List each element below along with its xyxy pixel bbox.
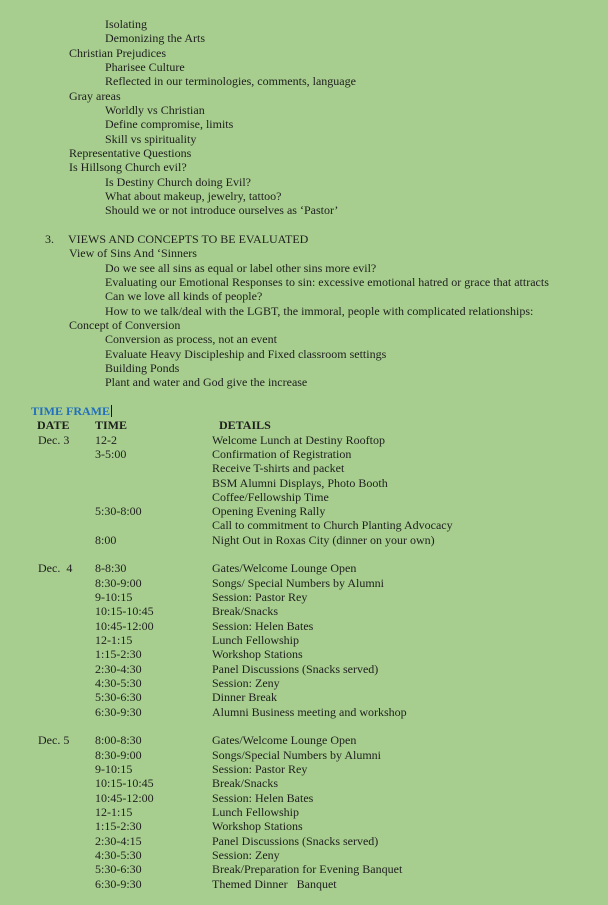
outline-line-text[interactable]: Should we or not introduce ourselves as ‘Pastor’: [105, 203, 339, 218]
outline-line[interactable]: [0, 160, 608, 174]
outline-line[interactable]: [0, 89, 608, 103]
schedule-row[interactable]: [0, 834, 608, 848]
schedule-row[interactable]: [0, 604, 608, 618]
outline-line-text[interactable]: What about makeup, jewelry, tattoo?: [105, 188, 282, 203]
day-block-dec-5: [0, 733, 608, 891]
time-cell[interactable]: 5:30-6:30: [95, 690, 142, 705]
detail-cell[interactable]: Break/Snacks: [212, 604, 278, 619]
time-cell[interactable]: 5:30-6:30: [95, 862, 142, 877]
outline-line[interactable]: [0, 261, 608, 275]
outline-line[interactable]: [0, 361, 608, 375]
outline-line-text[interactable]: Conversion as process, not an event: [105, 332, 277, 347]
detail-cell[interactable]: Coffee/Fellowship Time: [212, 489, 329, 504]
schedule-row[interactable]: [0, 590, 608, 604]
heading-title[interactable]: VIEWS AND CONCEPTS TO BE EVALUATED: [68, 231, 309, 246]
schedule-row[interactable]: [0, 647, 608, 661]
time-cell[interactable]: 9-10:15: [95, 590, 133, 605]
timeframe-heading-text[interactable]: TIME FRAME: [31, 403, 110, 418]
time-cell[interactable]: 10:15-10:45: [95, 776, 154, 791]
text-cursor: [111, 405, 112, 417]
outline-line[interactable]: [0, 60, 608, 74]
outline-section3: [0, 246, 608, 389]
detail-cell[interactable]: Dinner Break: [212, 690, 277, 705]
schedule-row[interactable]: [0, 518, 608, 532]
outline-line-text[interactable]: Christian Prejudices: [69, 45, 166, 60]
detail-cell[interactable]: Panel Discussions (Snacks served): [212, 661, 379, 676]
outline-line[interactable]: [0, 132, 608, 146]
schedule-row[interactable]: [0, 848, 608, 862]
detail-cell[interactable]: Panel Discussions (Snacks served): [212, 833, 379, 848]
schedule-row[interactable]: [0, 748, 608, 762]
schedule-row[interactable]: [0, 576, 608, 590]
schedule-row[interactable]: [0, 662, 608, 676]
day-block-dec-3: [0, 433, 608, 548]
schedule-row[interactable]: [0, 619, 608, 633]
time-cell[interactable]: 1:15-2:30: [95, 819, 142, 834]
schedule-row[interactable]: [0, 762, 608, 776]
schedule-row[interactable]: [0, 447, 608, 461]
detail-cell[interactable]: Workshop Stations: [212, 819, 303, 834]
detail-cell[interactable]: Session: Helen Bates: [212, 790, 314, 805]
detail-cell[interactable]: Opening Evening Rally: [212, 504, 326, 519]
outline-line-text[interactable]: Can we love all kinds of people?: [105, 289, 263, 304]
schedule-row[interactable]: [0, 561, 608, 575]
timeframe-heading[interactable]: [0, 404, 608, 418]
outline-line[interactable]: [0, 318, 608, 332]
schedule-row[interactable]: [0, 805, 608, 819]
outline-line-text[interactable]: Skill vs spirituality: [105, 131, 197, 146]
outline-line-text[interactable]: Concept of Conversion: [69, 317, 181, 332]
outline-line-text[interactable]: Do we see all sins as equal or label other sins more evil?: [105, 260, 377, 275]
numbered-heading[interactable]: [0, 232, 608, 246]
detail-cell[interactable]: Receive T-shirts and packet: [212, 461, 345, 476]
outline-line-text[interactable]: How to we talk/deal with the LGBT, the immoral, people with complicated relationships:: [105, 303, 534, 318]
time-cell[interactable]: 4:30-5:30: [95, 676, 142, 691]
time-cell[interactable]: 8:00: [95, 532, 117, 547]
detail-cell[interactable]: Themed Dinner Banquet: [212, 876, 337, 891]
time-cell[interactable]: 4:30-5:30: [95, 848, 142, 863]
header-date[interactable]: DATE: [37, 418, 70, 433]
outline-line-text[interactable]: Plant and water and God give the increase: [105, 375, 308, 390]
detail-cell[interactable]: BSM Alumni Displays, Photo Booth: [212, 475, 388, 490]
time-cell[interactable]: 10:45-12:00: [95, 618, 154, 633]
detail-cell[interactable]: Confirmation of Registration: [212, 446, 352, 461]
time-cell[interactable]: 6:30-9:30: [95, 876, 142, 891]
outline-line[interactable]: [0, 103, 608, 117]
schedule-row[interactable]: [0, 533, 608, 547]
time-cell[interactable]: 2:30-4:30: [95, 661, 142, 676]
detail-cell[interactable]: Session: Helen Bates: [212, 618, 314, 633]
day-rows: [0, 433, 608, 548]
detail-cell[interactable]: Session: Zeny: [212, 848, 280, 863]
schedule-row[interactable]: [0, 705, 608, 719]
schedule-row[interactable]: [0, 433, 608, 447]
detail-cell[interactable]: Lunch Fellowship: [212, 805, 299, 820]
day-rows: [0, 561, 608, 719]
day-rows: [0, 733, 608, 891]
date-label[interactable]: Dec. 3: [38, 432, 70, 447]
outline-line[interactable]: [0, 304, 608, 318]
date-label[interactable]: Dec. 5: [38, 733, 70, 748]
time-cell[interactable]: 5:30-8:00: [95, 504, 142, 519]
time-cell[interactable]: 10:45-12:00: [95, 790, 154, 805]
time-cell[interactable]: 1:15-2:30: [95, 647, 142, 662]
detail-cell[interactable]: Alumni Business meeting and workshop: [212, 704, 407, 719]
date-label[interactable]: Dec. 4: [38, 561, 73, 576]
blank-line: [0, 218, 608, 232]
detail-cell[interactable]: Songs/ Special Numbers by Alumni: [212, 575, 384, 590]
outline-line-text[interactable]: Evaluating our Emotional Responses to sin: excessive emotional hatred or grace that attracts: [105, 274, 549, 289]
outline-line-text[interactable]: Pharisee Culture: [105, 59, 185, 74]
detail-cell[interactable]: Break/Preparation for Evening Banquet: [212, 862, 403, 877]
outline-line[interactable]: [0, 31, 608, 45]
detail-cell[interactable]: Welcome Lunch at Destiny Rooftop: [212, 432, 385, 447]
time-cell[interactable]: 12-1:15: [95, 633, 133, 648]
detail-cell[interactable]: Session: Pastor Rey: [212, 762, 308, 777]
outline-line-text[interactable]: Is Hillsong Church evil?: [69, 160, 187, 175]
schedule-row[interactable]: [0, 733, 608, 747]
outline-line-text[interactable]: Evaluate Heavy Discipleship and Fixed classroom settings: [105, 346, 387, 361]
schedule-row[interactable]: [0, 877, 608, 891]
outline-line[interactable]: [0, 74, 608, 88]
header-time[interactable]: TIME: [95, 418, 128, 433]
outline-top-section: [0, 17, 608, 218]
time-cell[interactable]: 2:30-4:15: [95, 833, 142, 848]
outline-line-text[interactable]: Demonizing the Arts: [105, 31, 205, 46]
detail-cell[interactable]: Lunch Fellowship: [212, 633, 299, 648]
outline-line[interactable]: [0, 347, 608, 361]
detail-cell[interactable]: Workshop Stations: [212, 647, 303, 662]
outline-line[interactable]: [0, 289, 608, 303]
heading-number[interactable]: 3.: [45, 231, 54, 246]
time-cell[interactable]: 10:15-10:45: [95, 604, 154, 619]
outline-line[interactable]: [0, 117, 608, 131]
outline-line-text[interactable]: Reflected in our terminologies, comments, language: [105, 74, 356, 89]
outline-line[interactable]: [0, 332, 608, 346]
outline-line[interactable]: [0, 246, 608, 260]
detail-cell[interactable]: Night Out in Roxas City (dinner on your own): [212, 532, 435, 547]
schedule-header-row[interactable]: [0, 418, 608, 432]
time-cell[interactable]: 8:30-9:00: [95, 575, 142, 590]
time-cell[interactable]: 8:00-8:30: [95, 733, 142, 748]
time-cell[interactable]: 12-2: [95, 432, 117, 447]
outline-line-text[interactable]: Gray areas: [69, 88, 121, 103]
blank-line: [0, 390, 608, 404]
detail-cell[interactable]: Call to commitment to Church Planting Advocacy: [212, 518, 453, 533]
outline-line-text[interactable]: Is Destiny Church doing Evil?: [105, 174, 251, 189]
outline-line-text[interactable]: Isolating: [105, 17, 147, 31]
time-cell[interactable]: 3-5:00: [95, 446, 127, 461]
schedule-row[interactable]: [0, 504, 608, 518]
schedule-row[interactable]: [0, 819, 608, 833]
outline-line[interactable]: [0, 146, 608, 160]
schedule-row[interactable]: [0, 461, 608, 475]
outline-line[interactable]: [0, 189, 608, 203]
detail-cell[interactable]: Break/Snacks: [212, 776, 278, 791]
outline-line[interactable]: [0, 17, 608, 31]
time-cell[interactable]: 8:30-9:00: [95, 747, 142, 762]
day-block-dec-4: [0, 561, 608, 719]
detail-cell[interactable]: Gates/Welcome Lounge Open: [212, 733, 357, 748]
blank-line: [0, 719, 608, 733]
detail-cell[interactable]: Songs/Special Numbers by Alumni: [212, 747, 381, 762]
detail-cell[interactable]: Session: Zeny: [212, 676, 280, 691]
detail-cell[interactable]: Session: Pastor Rey: [212, 590, 308, 605]
outline-line[interactable]: [0, 203, 608, 217]
time-cell[interactable]: 6:30-9:30: [95, 704, 142, 719]
outline-line[interactable]: [0, 275, 608, 289]
outline-line-text[interactable]: View of Sins And ‘Sinners: [69, 246, 197, 261]
outline-line[interactable]: [0, 46, 608, 60]
time-cell[interactable]: 9-10:15: [95, 762, 133, 777]
schedule-row[interactable]: [0, 690, 608, 704]
schedule-row[interactable]: [0, 476, 608, 490]
outline-line-text[interactable]: Representative Questions: [69, 145, 192, 160]
schedule-row[interactable]: [0, 791, 608, 805]
time-cell[interactable]: 8-8:30: [95, 561, 127, 576]
header-details[interactable]: DETAILS: [219, 418, 271, 433]
schedule-row[interactable]: [0, 862, 608, 876]
outline-line[interactable]: [0, 375, 608, 389]
schedule-row[interactable]: [0, 776, 608, 790]
time-cell[interactable]: 12-1:15: [95, 805, 133, 820]
schedule-row[interactable]: [0, 490, 608, 504]
outline-line-text[interactable]: Worldly vs Christian: [105, 102, 205, 117]
detail-cell[interactable]: Gates/Welcome Lounge Open: [212, 561, 357, 576]
schedule-row[interactable]: [0, 676, 608, 690]
outline-line-text[interactable]: Define compromise, limits: [105, 117, 234, 132]
outline-line[interactable]: [0, 175, 608, 189]
outline-line-text[interactable]: Building Ponds: [105, 360, 180, 375]
blank-line: [0, 547, 608, 561]
schedule-row[interactable]: [0, 633, 608, 647]
